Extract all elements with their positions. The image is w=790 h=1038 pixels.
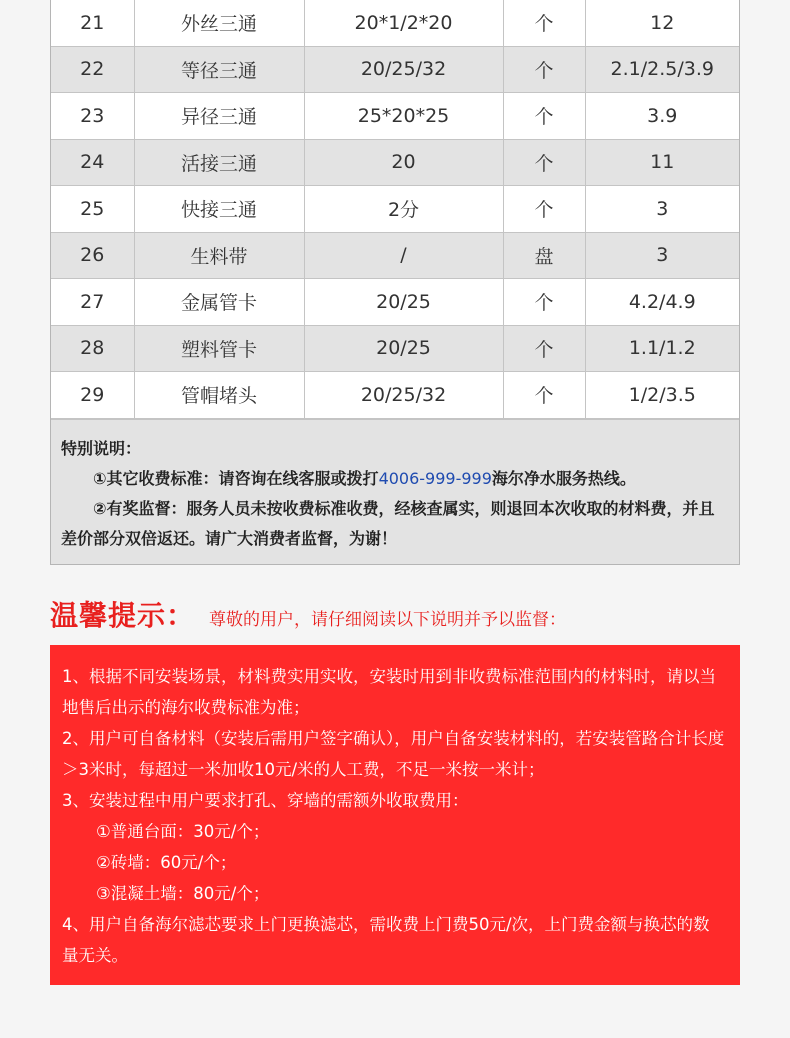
table-row bbox=[51, 279, 739, 326]
cell-unit: 个 bbox=[503, 139, 585, 186]
cell-name: 外丝三通 bbox=[134, 0, 304, 46]
cell-spec: 20/25/32 bbox=[304, 372, 503, 419]
cell-unit: 个 bbox=[503, 93, 585, 140]
cell-price: 3 bbox=[585, 232, 739, 279]
table-row bbox=[51, 93, 739, 140]
cell-price: 11 bbox=[585, 139, 739, 186]
cell-price: 3 bbox=[585, 186, 739, 233]
table-row bbox=[51, 232, 739, 279]
tip-sub-3: ③混凝土墙：80元/个； bbox=[96, 884, 270, 903]
cell-spec: 2分 bbox=[304, 186, 503, 233]
cell-unit: 个 bbox=[503, 186, 585, 233]
cell-unit: 个 bbox=[503, 46, 585, 93]
tip-sub-2: ②砖墙：60元/个； bbox=[96, 853, 237, 872]
cell-spec: 20 bbox=[304, 139, 503, 186]
tip-line-3: 3、安装过程中用户要求打孔、穿墙的需额外收取费用： bbox=[62, 791, 469, 810]
notes-item-2: ②有奖监督：服务人员未按收费标准收费，经核查属实，则退回本次收取的材料费，并且差价部分双倍返还。请广大消费者监督，为谢！ bbox=[61, 498, 715, 548]
cell-number: 23 bbox=[51, 93, 134, 140]
cell-number: 29 bbox=[51, 372, 134, 419]
cell-unit: 个 bbox=[503, 372, 585, 419]
cell-spec: 25*20*25 bbox=[304, 93, 503, 140]
cell-name: 塑料管卡 bbox=[134, 325, 304, 372]
notes-item-1-text: ①其它收费标准：请咨询在线客服或拨打 bbox=[93, 468, 379, 488]
cell-number: 26 bbox=[51, 232, 134, 279]
table-row bbox=[51, 325, 739, 372]
tip-line-4: 4、用户自备海尔滤芯要求上门更换滤芯，需收费上门费50元/次，上门费金额与换芯的数量无关。 bbox=[62, 915, 710, 965]
tips-header bbox=[50, 594, 740, 634]
notes-item-1 bbox=[61, 464, 729, 494]
tip-line-2: 2、用户可自备材料（安装后需用户签字确认），用户自备安装材料的，若安装管路合计长度＞3米时，每超过一米加收10元/米的人工费，不足一米按一米计； bbox=[62, 729, 725, 779]
cell-name: 活接三通 bbox=[134, 139, 304, 186]
cell-name: 管帽堵头 bbox=[134, 372, 304, 419]
cell-price: 1.1/1.2 bbox=[585, 325, 739, 372]
fee-table bbox=[51, 0, 739, 419]
tips-subtitle: 尊敬的用户，请仔细阅读以下说明并予以监督： bbox=[209, 610, 567, 630]
table-row bbox=[51, 186, 739, 233]
table-row bbox=[51, 139, 739, 186]
tips-title: 温馨提示： bbox=[50, 599, 196, 632]
cell-name: 快接三通 bbox=[134, 186, 304, 233]
table-row bbox=[51, 46, 739, 93]
cell-name: 异径三通 bbox=[134, 93, 304, 140]
cell-unit: 个 bbox=[503, 279, 585, 326]
cell-name: 金属管卡 bbox=[134, 279, 304, 326]
cell-spec: 20/25 bbox=[304, 279, 503, 326]
fee-table-section bbox=[50, 0, 740, 565]
cell-spec: 20/25/32 bbox=[304, 46, 503, 93]
cell-spec: 20*1/2*20 bbox=[304, 0, 503, 46]
cell-price: 4.2/4.9 bbox=[585, 279, 739, 326]
cell-name: 等径三通 bbox=[134, 46, 304, 93]
cell-price: 2.1/2.5/3.9 bbox=[585, 46, 739, 93]
cell-unit: 盘 bbox=[503, 232, 585, 279]
cell-number: 27 bbox=[51, 279, 134, 326]
cell-unit: 个 bbox=[503, 0, 585, 46]
tips-box bbox=[50, 645, 740, 985]
special-notes bbox=[51, 419, 739, 565]
table-row bbox=[51, 0, 739, 46]
cell-number: 22 bbox=[51, 46, 134, 93]
hotline-number: 4006-999-999 bbox=[378, 468, 492, 488]
cell-price: 3.9 bbox=[585, 93, 739, 140]
table-row bbox=[51, 372, 739, 419]
cell-number: 24 bbox=[51, 139, 134, 186]
cell-price: 12 bbox=[585, 0, 739, 46]
notes-heading: 特别说明： bbox=[61, 438, 142, 458]
cell-number: 21 bbox=[51, 0, 134, 46]
cell-unit: 个 bbox=[503, 325, 585, 372]
cell-number: 25 bbox=[51, 186, 134, 233]
cell-name: 生料带 bbox=[134, 232, 304, 279]
cell-number: 28 bbox=[51, 325, 134, 372]
cell-spec: 20/25 bbox=[304, 325, 503, 372]
cell-price: 1/2/3.5 bbox=[585, 372, 739, 419]
notes-item-1-suffix: 海尔净水服务热线。 bbox=[491, 468, 636, 488]
tip-sub-1: ①普通台面：30元/个； bbox=[96, 822, 270, 841]
tip-line-1: 1、根据不同安装场景，材料费实用实收，安装时用到非收费标准范围内的材料时，请以当地售后出示的海尔收费标准为准； bbox=[62, 667, 716, 717]
cell-spec: / bbox=[304, 232, 503, 279]
